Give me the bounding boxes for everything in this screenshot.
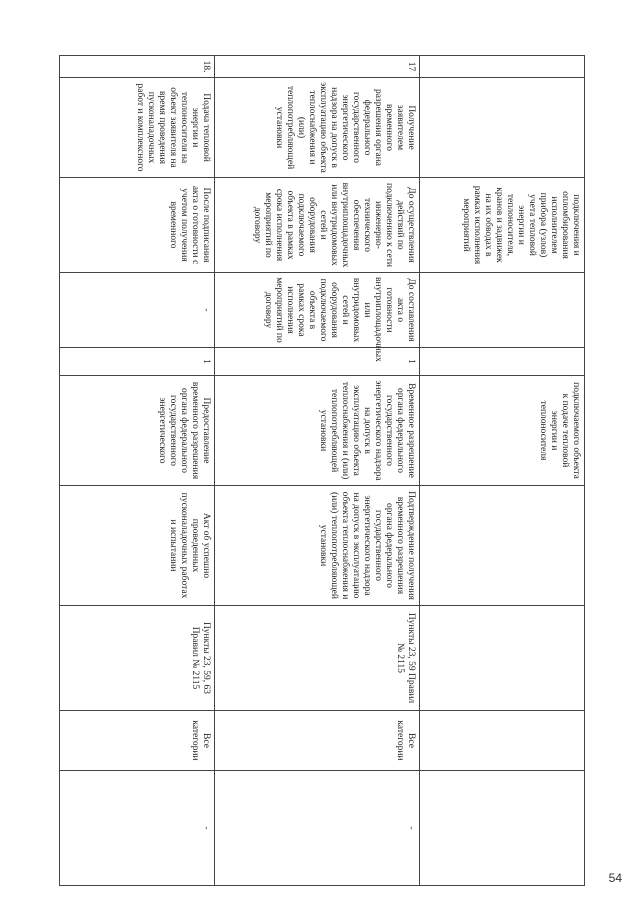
row-number: 18. <box>60 56 215 78</box>
result-cell: Подтверждение получения временного разрешения органа федерального государственного энергетического надзора на допуск в эксплуатацию объекта теплоснабжения и (или) теплопотребляющей установки <box>215 486 420 606</box>
row-number: 17 <box>215 56 420 78</box>
input-cell: Предоставление временного разрешения органа федерального государственного энергетического <box>60 376 215 486</box>
table-row <box>420 56 585 886</box>
page-number: 54 <box>608 871 622 885</box>
days-cell: 1 <box>60 348 215 376</box>
note-cell <box>420 771 585 886</box>
deadline-start-cell: До осуществления действий по подключению к сети инженерно-технического обеспечения внутриплощадочных или внутридомовых сетей и оборудования подключаемого объекта в рамках срока исполнения мероприятий по договору <box>215 178 420 273</box>
note-cell: - <box>215 771 420 886</box>
legal-basis-cell: Пункты 23, 59 Правил № 2115 <box>215 606 420 711</box>
input-cell: подключаемого объекта к подаче тепловой энергии и теплоносителя <box>420 376 585 486</box>
table-row <box>60 56 215 886</box>
table-row <box>215 56 420 886</box>
note-cell: - <box>60 771 215 886</box>
legal-basis-cell: Пункты 23, 59, 63 Правил № 2115 <box>60 606 215 711</box>
procedure-table <box>59 55 585 886</box>
days-cell: 1 <box>215 348 420 376</box>
category-cell <box>420 711 585 771</box>
deadline-end-cell <box>420 273 585 348</box>
deadline-end-cell: - <box>60 273 215 348</box>
row-number <box>420 56 585 78</box>
deadline-start-cell: подключения и опломбирования исполнителем прибора (узлов) учета тепловой энергии и теплоносителя, кранов и задвижек на их обводах в рамках исполнения мероприятий <box>420 178 585 273</box>
legal-basis-cell <box>420 606 585 711</box>
stage-cell: Получение заявителем временного разрешения органа федерального государственного энергетического надзора на допуск в эксплуатацию объекта теплоснабжения и (или) теплопотребляющей установки <box>215 78 420 178</box>
deadline-start-cell: После подписания акта о готовности с учетом получения временного <box>60 178 215 273</box>
input-cell: Временное разрешение органа федерального государственного энергетического надзора на допуск в эксплуатацию объекта теплоснабжения и (или) теплопотребляющей установки <box>215 376 420 486</box>
result-cell <box>420 486 585 606</box>
result-cell: Акт об успешно проведенных пусконаладочных работах и испытании <box>60 486 215 606</box>
rotated-table-page <box>60 55 585 885</box>
stage-cell <box>420 78 585 178</box>
stage-cell: Подача тепловой энергии и теплоносителя на объект заявителя на время проведения пусконаладочных работ и комплексного <box>60 78 215 178</box>
deadline-end-cell: До составления акта о готовности внутриплощадочных или внутридомовых сетей и оборудования подключаемого объекта в рамках срока исполнения мероприятий по договору <box>215 273 420 348</box>
category-cell: Все категории <box>215 711 420 771</box>
category-cell: Все категории <box>60 711 215 771</box>
days-cell <box>420 348 585 376</box>
